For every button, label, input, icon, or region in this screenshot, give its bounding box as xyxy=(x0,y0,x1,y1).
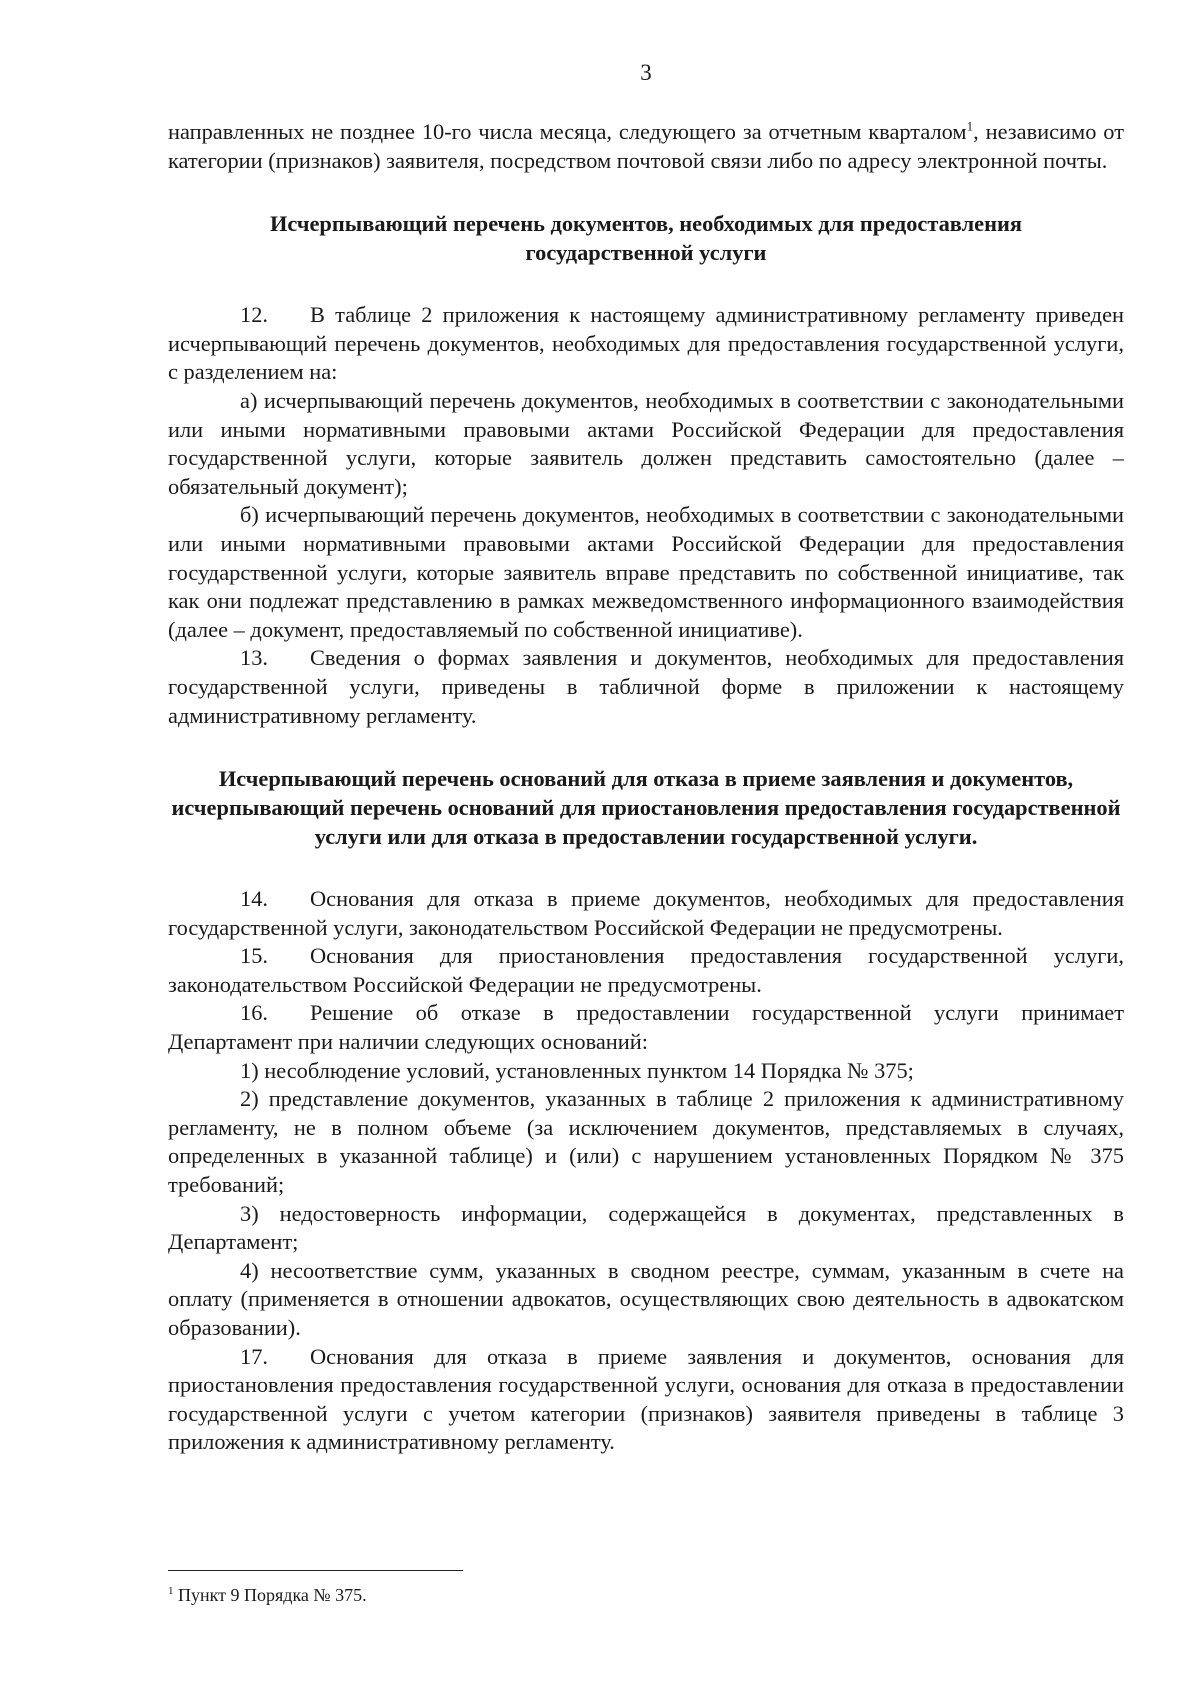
paragraph-text: Основания для отказа в приеме заявления и документов, основания для приостановления предоставления государственной услуги, основания для отказа в предоставлении государственной услуги с учетом категории (признаков) заявителя приведены в таблице 3 приложения к административному регламенту. xyxy=(168,1343,1124,1455)
paragraph-16-2: 2) представление документов, указанных в таблице 2 приложения к административному регламенту, не в полном объеме (за исключением документов, представляемых в случаях, определенных в указанной таблице) и (или) с нарушением установленных Порядком № 375 требований; xyxy=(168,1086,1124,1198)
section-heading-refusal-grounds: Исчерпывающий перечень оснований для отказа в приеме заявления и документов, исчерпывающий перечень оснований для приостановления предоставления государственной услуги или для отказа в предоставлении государственной услуги. xyxy=(171,766,1121,850)
paragraph-17 xyxy=(168,1343,1124,1457)
paragraph-text: Основания для приостановления предоставления государственной услуги, законодательством Российской Федерации не предусмотрены. xyxy=(168,943,1124,997)
document-page xyxy=(168,0,1124,1706)
paragraph-text: Основания для отказа в приеме документов, необходимых для предоставления государственной услуги, законодательством Российской Федерации не предусмотрены. xyxy=(168,886,1124,940)
paragraph-text: В таблице 2 приложения к настоящему административному регламенту приведен исчерпывающий перечень документов, необходимых для предоставления государственной услуги, с разделением на: xyxy=(168,302,1124,385)
paragraph-16-1: 1) несоблюдение условий, установленных пунктом 14 Порядка № 375; xyxy=(240,1057,914,1083)
section-heading-documents: Исчерпывающий перечень документов, необходимых для предоставления государственной услуги xyxy=(269,211,1023,266)
paragraph-13 xyxy=(168,644,1124,730)
paragraph-number: 12. xyxy=(240,302,268,328)
paragraph-12 xyxy=(168,301,1124,387)
paragraph-12a: а) исчерпывающий перечень документов, необходимых в соответствии с законодательными или иными нормативными правовыми актами Российской Федерации для предоставления государственной услуги, которые заявитель должен представить самостоятельно (далее – обязательный документ); xyxy=(168,387,1124,499)
footnote-separator xyxy=(168,1570,463,1571)
footnote-marker: 1 xyxy=(168,1585,174,1597)
paragraph-12b: б) исчерпывающий перечень документов, необходимых в соответствии с законодательными или иными нормативными правовыми актами Российской Федерации для предоставления государственной услуги, которые заявитель вправе представить по собственной инициативе, так как они подлежат представлению в рамках межведомственного информационного взаимодействия (далее – документ, предоставляемый по собственной инициативе). xyxy=(168,502,1124,642)
page-number: 3 xyxy=(640,60,652,85)
footnote xyxy=(168,1584,367,1606)
paragraph-15 xyxy=(168,942,1124,999)
paragraph-number: 15. xyxy=(240,943,268,969)
paragraph-16-3: 3) недостоверность информации, содержащейся в документах, представленных в Департамент; xyxy=(168,1200,1124,1255)
continued-paragraph-text: направленных не позднее 10-го числа месяца, следующего за отчетным кварталом xyxy=(168,119,967,144)
paragraph-number: 16. xyxy=(240,1000,268,1026)
paragraph-number: 14. xyxy=(240,886,268,912)
paragraph-text: Сведения о формах заявления и документов, необходимых для предоставления государственной услуги, приведены в табличной форме в приложении к настоящему административному регламенту. xyxy=(168,645,1124,728)
document-body xyxy=(168,118,1124,1457)
continued-paragraph-tail: , независимо от категории (признаков) заявителя, посредством почтовой связи либо по адресу электронной почты. xyxy=(168,119,1124,173)
paragraph-16-4: 4) несоответствие сумм, указанных в сводном реестре, суммам, указанным в счете на оплату (применяется в отношении адвокатов, осуществляющих свою деятельность в адвокатском образовании). xyxy=(168,1257,1124,1340)
continued-paragraph xyxy=(168,118,1124,175)
footnote-text: Пункт 9 Порядка № 375. xyxy=(173,1585,367,1605)
paragraph-text: Решение об отказе в предоставлении государственной услуги принимает Департамент при наличии следующих оснований: xyxy=(168,1000,1124,1055)
paragraph-14 xyxy=(168,885,1124,942)
footnote-ref[interactable]: 1 xyxy=(966,118,974,134)
paragraph-number: 13. xyxy=(240,645,268,671)
paragraph-number: 17. xyxy=(240,1343,268,1369)
paragraph-16 xyxy=(168,999,1124,1056)
